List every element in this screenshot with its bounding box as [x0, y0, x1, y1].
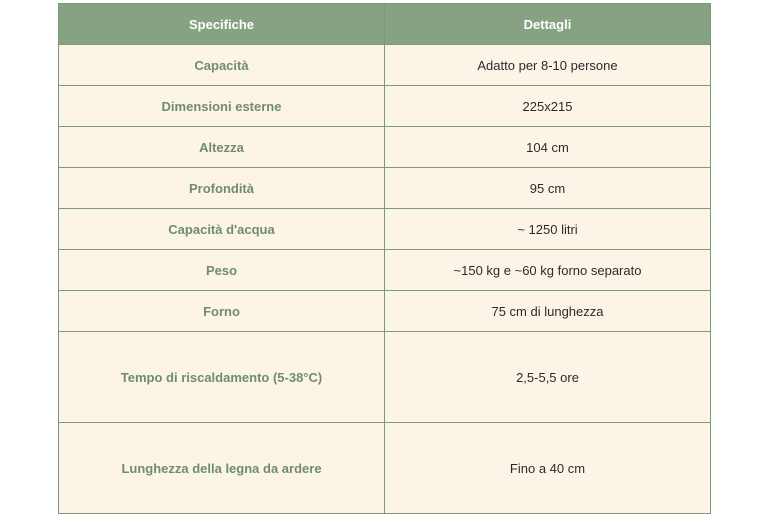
table-row	[59, 127, 711, 168]
spec-value: ~ 1250 litri	[385, 209, 711, 250]
table-row	[59, 168, 711, 209]
specifications-table	[58, 3, 711, 514]
header-dettagli: Dettagli	[385, 4, 711, 45]
spec-value: 95 cm	[385, 168, 711, 209]
spec-value: Adatto per 8-10 persone	[385, 45, 711, 86]
spec-value: Fino a 40 cm	[385, 423, 711, 514]
spec-label: Peso	[59, 250, 385, 291]
spec-value: 104 cm	[385, 127, 711, 168]
spec-value: 225x215	[385, 86, 711, 127]
header-row	[59, 4, 711, 45]
spec-label: Altezza	[59, 127, 385, 168]
spec-label: Profondità	[59, 168, 385, 209]
table-row	[59, 332, 711, 423]
spec-value: 2,5-5,5 ore	[385, 332, 711, 423]
table-row	[59, 45, 711, 86]
spec-label: Capacità	[59, 45, 385, 86]
table-row	[59, 423, 711, 514]
header-specifiche: Specifiche	[59, 4, 385, 45]
spec-value: 75 cm di lunghezza	[385, 291, 711, 332]
table-row	[59, 86, 711, 127]
table-row	[59, 291, 711, 332]
table-row	[59, 250, 711, 291]
spec-value: ~150 kg e ~60 kg forno separato	[385, 250, 711, 291]
spec-label: Forno	[59, 291, 385, 332]
spec-label: Lunghezza della legna da ardere	[59, 423, 385, 514]
spec-label: Tempo di riscaldamento (5-38°C)	[59, 332, 385, 423]
spec-label: Dimensioni esterne	[59, 86, 385, 127]
spec-label: Capacità d'acqua	[59, 209, 385, 250]
table-row	[59, 209, 711, 250]
